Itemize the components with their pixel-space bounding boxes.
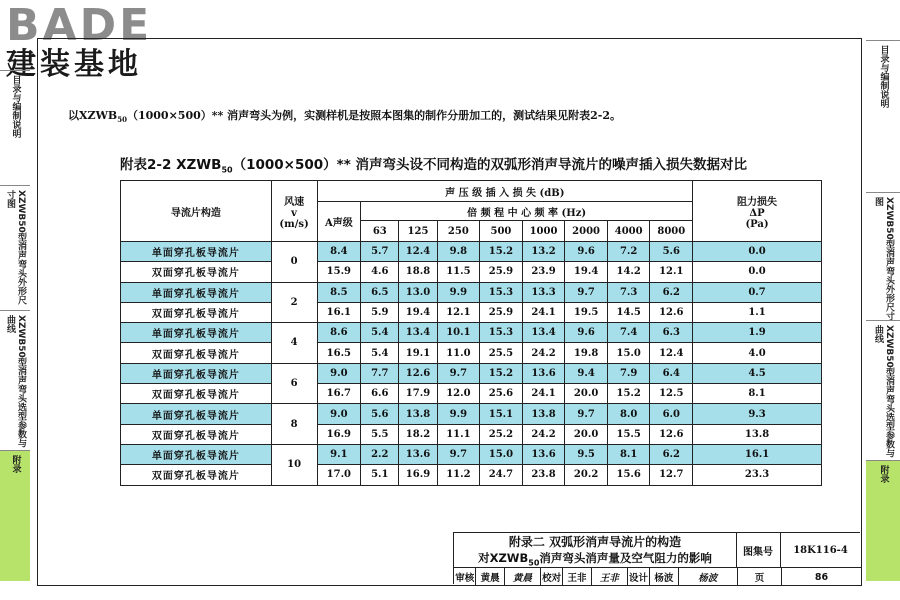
review-name: 黄晨: [476, 568, 504, 586]
octave-value-cell: 6.5: [361, 282, 399, 302]
octave-value-cell: 13.4: [522, 323, 565, 343]
structure-cell: 单面穿孔板导流片: [121, 444, 272, 464]
octave-value-cell: 12.5: [650, 384, 693, 404]
octave-value-cell: 7.9: [607, 363, 650, 383]
octave-value-cell: 15.0: [607, 343, 650, 363]
resistance-cell: 0.0: [693, 242, 822, 262]
octave-value-cell: 9.6: [565, 242, 608, 262]
table-row: [121, 302, 822, 322]
structure-cell: 单面穿孔板导流片: [121, 242, 272, 262]
a-level-cell: 9.0: [317, 363, 361, 383]
frequency-header: 500: [480, 221, 523, 242]
octave-value-cell: 9.8: [437, 242, 480, 262]
table-row: [121, 242, 822, 262]
table-row: [121, 323, 822, 343]
octave-value-cell: 17.9: [399, 384, 437, 404]
right-tab-contents[interactable]: 目录与编制说明: [866, 40, 900, 193]
octave-value-cell: 15.2: [480, 363, 523, 383]
octave-value-cell: 6.4: [650, 363, 693, 383]
octave-value-cell: 13.4: [399, 323, 437, 343]
octave-value-cell: 24.2: [522, 343, 565, 363]
octave-value-cell: 18.8: [399, 262, 437, 282]
octave-value-cell: 6.6: [361, 384, 399, 404]
logo-subtitle: 建装基地: [6, 47, 142, 82]
structure-cell: 双面穿孔板导流片: [121, 384, 272, 404]
octave-value-cell: 7.7: [361, 363, 399, 383]
octave-value-cell: 15.2: [480, 242, 523, 262]
octave-value-cell: 12.7: [650, 465, 693, 485]
octave-value-cell: 23.8: [522, 465, 565, 485]
octave-value-cell: 12.1: [650, 262, 693, 282]
a-level-cell: 8.4: [317, 242, 361, 262]
table-row: [121, 343, 822, 363]
check-signature: 王非: [592, 568, 628, 586]
octave-value-cell: 13.6: [522, 444, 565, 464]
octave-value-cell: 25.6: [480, 384, 523, 404]
resistance-cell: 1.9: [693, 323, 822, 343]
octave-value-cell: 20.0: [565, 424, 608, 444]
octave-value-cell: 19.1: [399, 343, 437, 363]
octave-value-cell: 7.2: [607, 242, 650, 262]
frequency-header: 125: [399, 221, 437, 242]
structure-cell: 单面穿孔板导流片: [121, 323, 272, 343]
octave-value-cell: 9.7: [565, 404, 608, 424]
signature-row: [454, 567, 861, 586]
octave-value-cell: 12.6: [650, 302, 693, 322]
structure-cell: 单面穿孔板导流片: [121, 404, 272, 424]
resistance-cell: 23.3: [693, 465, 822, 485]
octave-value-cell: 4.6: [361, 262, 399, 282]
octave-value-cell: 19.4: [399, 302, 437, 322]
review-label: 审核: [454, 568, 476, 586]
frequency-header: 1000: [522, 221, 565, 242]
octave-value-cell: 13.0: [399, 282, 437, 302]
header-a-level: A声级: [317, 202, 361, 242]
octave-value-cell: 8.0: [607, 404, 650, 424]
header-octave: 倍 频 程 中 心 频 率 (Hz): [361, 202, 693, 221]
table-row: [121, 262, 822, 282]
check-label: 校对: [541, 568, 563, 586]
table-row: [121, 363, 822, 383]
intro-text: 以$XZWB_{50}(1000\times 500)**$ 消声弯头为例，实测样机是按照本图集的制作分册加工的，测试结果见附表2-2。: [68, 109, 621, 125]
resistance-cell: 4.5: [693, 363, 822, 383]
octave-value-cell: 16.9: [399, 465, 437, 485]
right-tab-selection[interactable]: XZWB50型消声弯头选型参数与曲线: [866, 320, 900, 461]
resistance-cell: 16.1: [693, 444, 822, 464]
speed-cell: 10: [271, 444, 317, 485]
octave-value-cell: 9.6: [565, 323, 608, 343]
frequency-header: 8000: [650, 221, 693, 242]
octave-value-cell: 12.6: [399, 363, 437, 383]
octave-value-cell: 13.6: [399, 444, 437, 464]
title-block-title: 附录二 双弧形消声导流片的构造 对$XZWB_{50}$消声弯头消声量及空气阻力的影响: [454, 533, 737, 567]
octave-value-cell: 5.4: [361, 323, 399, 343]
a-level-cell: 9.1: [317, 444, 361, 464]
octave-value-cell: 19.4: [565, 262, 608, 282]
design-label: 设计: [628, 568, 650, 586]
header-speed: 风速 v (m/s): [271, 181, 317, 242]
octave-value-cell: 6.2: [650, 282, 693, 302]
a-level-cell: 8.5: [317, 282, 361, 302]
octave-value-cell: 10.1: [437, 323, 480, 343]
right-side-tabs: [866, 40, 900, 580]
octave-value-cell: 14.5: [607, 302, 650, 322]
frequency-header: 4000: [607, 221, 650, 242]
octave-value-cell: 5.7: [361, 242, 399, 262]
octave-value-cell: 24.1: [522, 302, 565, 322]
header-resistance: 阻力损失 ΔP (Pa): [693, 181, 822, 242]
structure-cell: 双面穿孔板导流片: [121, 262, 272, 282]
page-number: 86: [814, 571, 829, 583]
octave-value-cell: 6.3: [650, 323, 693, 343]
logo-wordmark: BADE: [6, 0, 153, 51]
left-side-tabs: [0, 70, 30, 580]
octave-value-cell: 9.7: [437, 363, 480, 383]
octave-value-cell: 24.2: [522, 424, 565, 444]
a-level-cell: 8.6: [317, 323, 361, 343]
table-title: 附表2-2 $XZWB_{50}(1000\times 500)**$ 消声弯头设不同构造的双弧形消声导流片的噪声插入损失数据对比: [120, 157, 747, 175]
octave-value-cell: 9.7: [437, 444, 480, 464]
noise-data-table: [120, 180, 822, 486]
octave-value-cell: 5.6: [361, 404, 399, 424]
octave-value-cell: 24.7: [480, 465, 523, 485]
table-row: [121, 282, 822, 302]
table-row: [121, 384, 822, 404]
a-level-cell: 16.5: [317, 343, 361, 363]
octave-value-cell: 6.0: [650, 404, 693, 424]
octave-value-cell: 9.5: [565, 444, 608, 464]
left-tab-contents[interactable]: 目录与编制说明: [0, 70, 30, 186]
review-signature: 黄晨: [505, 568, 541, 586]
octave-value-cell: 11.5: [437, 262, 480, 282]
octave-value-cell: 5.1: [361, 465, 399, 485]
octave-value-cell: 15.3: [480, 282, 523, 302]
octave-value-cell: 2.2: [361, 444, 399, 464]
frequency-header: 63: [361, 221, 399, 242]
octave-value-cell: 15.0: [480, 444, 523, 464]
octave-value-cell: 23.9: [522, 262, 565, 282]
octave-value-cell: 25.9: [480, 302, 523, 322]
octave-value-cell: 11.0: [437, 343, 480, 363]
octave-value-cell: 12.4: [399, 242, 437, 262]
octave-value-cell: 13.8: [399, 404, 437, 424]
octave-value-cell: 25.9: [480, 262, 523, 282]
octave-value-cell: 15.5: [607, 424, 650, 444]
table-row: [121, 465, 822, 485]
speed-cell: 0: [271, 242, 317, 283]
left-tab-appendix[interactable]: 附录: [0, 450, 30, 581]
octave-value-cell: 5.9: [361, 302, 399, 322]
octave-value-cell: 15.3: [480, 323, 523, 343]
octave-value-cell: 25.2: [480, 424, 523, 444]
resistance-cell: 4.0: [693, 343, 822, 363]
left-tab-dimensions[interactable]: XZWB50型消声弯头外形尺寸图: [0, 185, 30, 311]
a-level-cell: 15.9: [317, 262, 361, 282]
octave-value-cell: 8.1: [607, 444, 650, 464]
octave-value-cell: 5.6: [650, 242, 693, 262]
octave-value-cell: 13.2: [522, 242, 565, 262]
resistance-cell: 0.7: [693, 282, 822, 302]
structure-cell: 单面穿孔板导流片: [121, 282, 272, 302]
header-insertion-loss: 声 压 级 插 入 损 失 (dB): [317, 181, 693, 202]
a-level-cell: 9.0: [317, 404, 361, 424]
octave-value-cell: 18.2: [399, 424, 437, 444]
atlas-label: 图集号: [736, 533, 781, 567]
structure-cell: 双面穿孔板导流片: [121, 465, 272, 485]
octave-value-cell: 11.2: [437, 465, 480, 485]
octave-value-cell: 9.4: [565, 363, 608, 383]
table-row: [121, 404, 822, 424]
octave-value-cell: 25.5: [480, 343, 523, 363]
octave-value-cell: 12.6: [650, 424, 693, 444]
octave-value-cell: 15.2: [607, 384, 650, 404]
octave-value-cell: 5.5: [361, 424, 399, 444]
octave-value-cell: 9.9: [437, 404, 480, 424]
frequency-header: 250: [437, 221, 480, 242]
atlas-number: 18K116-4: [793, 544, 848, 556]
a-level-cell: 17.0: [317, 465, 361, 485]
resistance-cell: 9.3: [693, 404, 822, 424]
octave-value-cell: 9.7: [565, 282, 608, 302]
octave-value-cell: 7.4: [607, 323, 650, 343]
design-signature: 杨波: [679, 568, 739, 586]
frequency-header: 2000: [565, 221, 608, 242]
octave-value-cell: 12.0: [437, 384, 480, 404]
structure-cell: 单面穿孔板导流片: [121, 363, 272, 383]
speed-cell: 8: [271, 404, 317, 445]
structure-cell: 双面穿孔板导流片: [121, 424, 272, 444]
octave-value-cell: 19.5: [565, 302, 608, 322]
title-block: [453, 532, 860, 584]
resistance-cell: 13.8: [693, 424, 822, 444]
speed-cell: 6: [271, 363, 317, 404]
right-tab-appendix[interactable]: 附录: [866, 460, 900, 581]
resistance-cell: 8.1: [693, 384, 822, 404]
resistance-cell: 0.0: [693, 262, 822, 282]
structure-cell: 双面穿孔板导流片: [121, 302, 272, 322]
check-name: 王非: [563, 568, 591, 586]
right-tab-dimensions[interactable]: XZWB50型消声弯头外形尺寸图: [866, 192, 900, 321]
left-tab-selection[interactable]: XZWB50型消声弯头选型参数与曲线: [0, 310, 30, 451]
octave-value-cell: 12.1: [437, 302, 480, 322]
a-level-cell: 16.7: [317, 384, 361, 404]
octave-value-cell: 14.2: [607, 262, 650, 282]
octave-value-cell: 13.6: [522, 363, 565, 383]
octave-value-cell: 5.4: [361, 343, 399, 363]
octave-value-cell: 13.8: [522, 404, 565, 424]
design-name: 杨波: [650, 568, 678, 586]
octave-value-cell: 20.2: [565, 465, 608, 485]
a-level-cell: 16.9: [317, 424, 361, 444]
speed-cell: 2: [271, 282, 317, 323]
octave-value-cell: 13.3: [522, 282, 565, 302]
octave-value-cell: 24.1: [522, 384, 565, 404]
octave-value-cell: 11.1: [437, 424, 480, 444]
structure-cell: 双面穿孔板导流片: [121, 343, 272, 363]
octave-value-cell: 20.0: [565, 384, 608, 404]
octave-value-cell: 15.1: [480, 404, 523, 424]
table-row: [121, 424, 822, 444]
a-level-cell: 16.1: [317, 302, 361, 322]
octave-value-cell: 6.2: [650, 444, 693, 464]
page-label: 页: [738, 568, 782, 586]
octave-value-cell: 15.6: [607, 465, 650, 485]
octave-value-cell: 7.3: [607, 282, 650, 302]
speed-cell: 4: [271, 323, 317, 364]
table-row: [121, 444, 822, 464]
octave-value-cell: 19.8: [565, 343, 608, 363]
octave-value-cell: 9.9: [437, 282, 480, 302]
octave-value-cell: 12.4: [650, 343, 693, 363]
header-structure: 导流片构造: [121, 181, 272, 242]
resistance-cell: 1.1: [693, 302, 822, 322]
